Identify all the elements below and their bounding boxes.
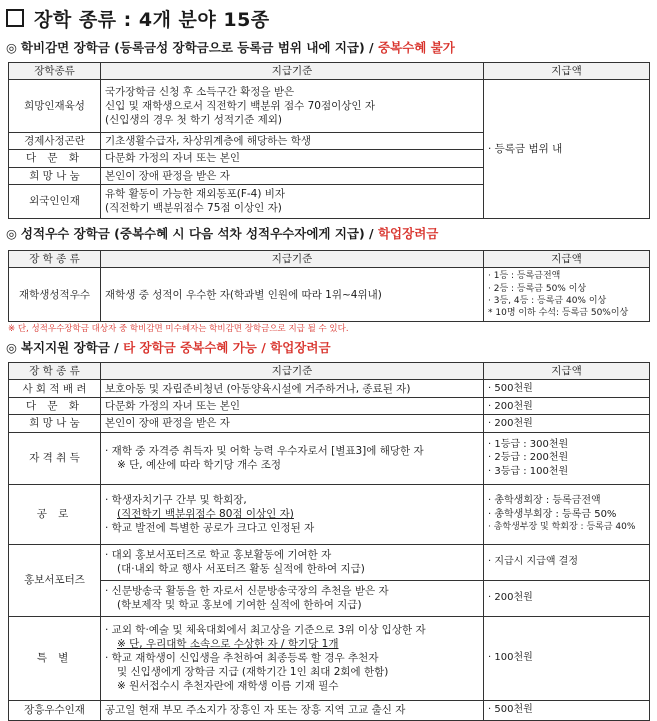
table-row	[9, 544, 650, 580]
amount-cell: · 200천원	[484, 415, 650, 432]
criteria-line: · 교외 학·예술 및 체육대회에서 최고상을 기준으로 3위 이상 입상한 자	[105, 623, 426, 636]
table-row	[9, 398, 650, 415]
amount-cell	[484, 484, 650, 544]
amount-cell: · 200천원	[484, 398, 650, 415]
amount-cell: · 100천원	[484, 616, 650, 700]
header-cell: 지급액	[484, 251, 650, 268]
section3-heading-text: 복지지원 장학금 /	[20, 340, 119, 355]
table-row	[9, 616, 650, 700]
amount-line: · 1등급 : 300천원	[488, 438, 569, 450]
section2-heading	[6, 224, 438, 242]
amount-line: · 총학생부장 및 학회장 : 등록금 40%	[488, 522, 636, 533]
scholarship-name: 다 문 화	[9, 150, 101, 167]
criteria-cell	[101, 432, 484, 484]
criteria-line: 국가장학금 신청 후 소득구간 확정을 받은	[105, 85, 295, 98]
section1-heading-text: 학비감면 장학금 (등록금성 장학금으로 등록금 범위 내에 지급) /	[20, 40, 374, 55]
criteria-line: ※ 원서접수시 추천자란에 재학생 이름 기재 필수	[117, 680, 339, 693]
scholarship-name: 특 별	[9, 616, 101, 700]
header-cell: 장 학 종 류	[9, 363, 101, 380]
header-cell: 지급기준	[101, 63, 484, 80]
scholarship-name: 사 회 적 배 려	[9, 380, 101, 398]
section3-heading	[6, 338, 331, 356]
amount-cell: · 500천원	[484, 700, 650, 720]
amount-cell	[484, 432, 650, 484]
criteria-line: ※ 단, 예산에 따라 학기당 개수 조정	[117, 459, 282, 472]
scholarship-name: 외국인인재	[9, 184, 101, 218]
criteria-cell	[101, 544, 484, 580]
table-row	[9, 432, 650, 484]
section2-table	[8, 250, 650, 322]
scholarship-name: 다 문 화	[9, 398, 101, 415]
amount-line: · 3등, 4등 : 등록금 40% 이상	[488, 295, 607, 306]
scholarship-name: 자 격 취 득	[9, 432, 101, 484]
amount-line: * 10명 이하 수석: 등록금 50%이상	[488, 307, 629, 318]
page-title-text: 장학 종류 : 4개 분야 15종	[34, 8, 270, 31]
table-row	[9, 484, 650, 544]
criteria-line: · 재학 중 자격증 취득자 및 어학 능력 우수자로서 [별표3]에 해당한 자	[105, 444, 424, 457]
criteria-cell	[101, 616, 484, 700]
criteria-line: · 학생자치기구 간부 및 학회장,	[105, 493, 247, 506]
table-row	[9, 415, 650, 432]
table-header-row	[9, 63, 650, 80]
table-header-row	[9, 363, 650, 380]
criteria-cell	[101, 80, 484, 133]
section1-table	[8, 62, 650, 219]
header-cell: 지급기준	[101, 363, 484, 380]
criteria-cell: 다문화 가정의 자녀 또는 본인	[101, 398, 484, 415]
bullseye-icon: ◎	[6, 340, 17, 355]
table-row	[9, 580, 650, 616]
section3-heading-red: 타 장학금 중복수혜 가능 / 학업장려금	[123, 340, 331, 355]
checkbox-square-icon	[6, 9, 24, 27]
table-row	[9, 80, 650, 133]
amount-cell: · 200천원	[484, 580, 650, 616]
criteria-line: · 학교 발전에 특별한 공로가 크다고 인정된 자	[105, 522, 315, 535]
section2-heading-red: 학업장려금	[377, 226, 439, 241]
criteria-line: 및 신입생에게 장학금 지급 (재학기간 1인 최대 2회에 한함)	[117, 666, 389, 679]
criteria-line: 유학 활동이 가능한 재외동포(F-4) 비자	[105, 188, 286, 201]
amount-cell: · 지급시 지급액 결정	[484, 544, 650, 580]
criteria-line: (대·내외 학교 행사 서포터즈 활동 실적에 한하여 지급)	[117, 563, 365, 576]
criteria-cell: 재학생 중 성적이 우수한 자(학과별 인원에 따라 1위~4위내)	[101, 268, 484, 322]
section3-table	[8, 362, 650, 721]
scholarship-name: 공 로	[9, 484, 101, 544]
bullseye-icon: ◎	[6, 226, 17, 241]
amount-cell	[484, 268, 650, 322]
section1-heading-red: 중복수혜 불가	[377, 40, 455, 55]
amount-line: · 2등급 : 200천원	[488, 452, 569, 464]
scholarship-name: 희 망 나 눔	[9, 167, 101, 184]
amount-line: · 3등급 : 100천원	[488, 465, 569, 477]
criteria-cell	[101, 184, 484, 218]
criteria-cell: 본인이 장애 판정을 받은 자	[101, 167, 484, 184]
header-cell: 지급액	[484, 363, 650, 380]
criteria-cell: 보호아동 및 자립준비청년 (아동양육시설에 거주하거나, 종료된 자)	[101, 380, 484, 398]
section1-heading	[6, 38, 455, 56]
section2-heading-text: 성적우수 장학금 (중복수혜 시 다음 석차 성적우수자에게 지급) /	[20, 226, 374, 241]
scholarship-name: 장흥우수인재	[9, 700, 101, 720]
header-cell: 장 학 종 류	[9, 251, 101, 268]
amount-cell: · 500천원	[484, 380, 650, 398]
criteria-cell: 기초생활수급자, 차상위계층에 해당하는 학생	[101, 133, 484, 150]
amount-line: · 2등 : 등록금 50% 이상	[488, 283, 587, 294]
criteria-cell	[101, 580, 484, 616]
table-row	[9, 380, 650, 398]
amount-cell: · 등록금 범위 내	[484, 80, 650, 219]
header-cell: 지급액	[484, 63, 650, 80]
criteria-line: · 신문방송국 활동을 한 자로서 신문방송국장의 추천을 받은 자	[105, 584, 389, 597]
criteria-line: · 대외 홍보서포터즈로 학교 홍보활동에 기여한 자	[105, 548, 332, 561]
criteria-line: ※ 단, 우리대학 소속으로 수상한 자 / 학기당 1개	[117, 637, 339, 650]
criteria-cell: 다문화 가정의 자녀 또는 본인	[101, 150, 484, 167]
criteria-line: (학보제작 및 학교 홍보에 기여한 실적에 한하여 지급)	[117, 599, 362, 612]
criteria-cell: 본인이 장애 판정을 받은 자	[101, 415, 484, 432]
header-cell: 장학종류	[9, 63, 101, 80]
amount-line: · 1등 : 등록금전액	[488, 271, 561, 282]
amount-line: · 총학생회장 : 등록금전액	[488, 495, 601, 507]
amount-line: · 총학생부회장 : 등록금 50%	[488, 508, 617, 520]
table-row	[9, 700, 650, 720]
section2-note: ※ 단, 성적우수장학금 대상자 중 학비감면 미수혜자는 학비감면 장학금으로 지급 될 수 있다.	[8, 324, 349, 334]
criteria-cell: 공고일 현재 부모 주소지가 장흥인 자 또는 장흥 지역 고교 출신 자	[101, 700, 484, 720]
scholarship-name: 경제사정곤란	[9, 133, 101, 150]
scholarship-name: 홍보서포터즈	[9, 544, 101, 616]
page-title	[6, 4, 270, 32]
criteria-line: (직전학기 백분위점수 80점 이상인 자)	[117, 507, 294, 520]
criteria-line: · 학교 재학생이 신입생을 추천하여 최종등록 할 경우 추천자	[105, 651, 379, 664]
header-cell: 지급기준	[101, 251, 484, 268]
bullseye-icon: ◎	[6, 40, 17, 55]
scholarship-name: 재학생성적우수	[9, 268, 101, 322]
criteria-line: (직전학기 백분위점수 75점 이상인 자)	[105, 202, 282, 215]
criteria-line: (신입생의 경우 첫 학기 성적기준 제외)	[105, 114, 283, 127]
criteria-line: 신입 및 재학생으로서 직전학기 백분위 점수 70점이상인 자	[105, 100, 376, 113]
table-header-row	[9, 251, 650, 268]
scholarship-name: 희망인재육성	[9, 80, 101, 133]
scholarship-name: 희 망 나 눔	[9, 415, 101, 432]
criteria-cell	[101, 484, 484, 544]
table-row	[9, 268, 650, 322]
